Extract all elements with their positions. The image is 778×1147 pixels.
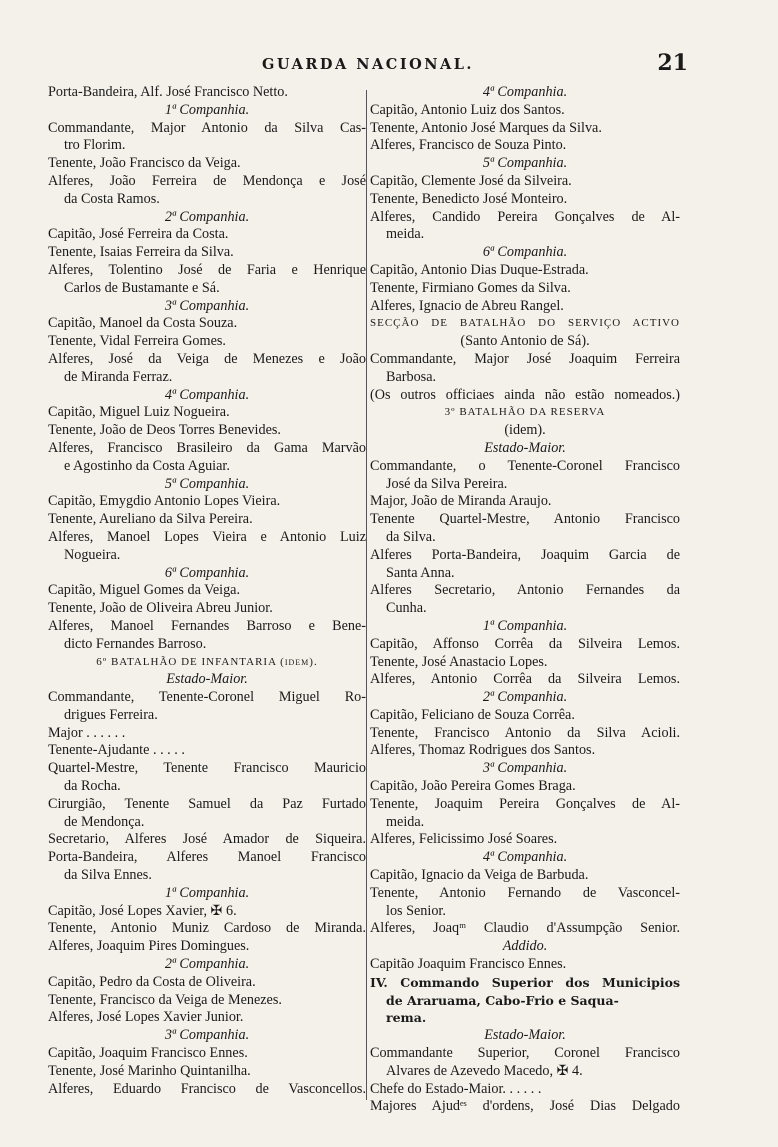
- text-line: Estado-Maior.: [484, 439, 566, 456]
- text-line: Tenente, João Francisco da Veiga.: [48, 155, 241, 172]
- text-line: 4ª Companhia.: [482, 84, 568, 100]
- text-line: drigues Ferreira.: [64, 706, 158, 723]
- text-line: Alferes, Candido Pereira Gonçalves de Al-: [370, 208, 680, 225]
- text-line: da Costa Ramos.: [64, 190, 160, 207]
- text-line: Capitão, Antonio Dias Duque-Estrada.: [370, 261, 589, 278]
- text-line: Capitão, Miguel Luiz Nogueira.: [48, 404, 230, 421]
- text-line: 4ª Companhia.: [164, 386, 250, 403]
- text-line: da Rocha.: [64, 778, 121, 795]
- text-line: 2ª Companhia.: [164, 208, 250, 225]
- text-line: de Araruama, Cabo-Frio e Saqua-: [386, 992, 619, 1008]
- text-line: Alferes, Francisco de Souza Pinto.: [370, 137, 567, 154]
- text-line: Secretario, Alferes José Amador de Siqueira.: [48, 831, 366, 848]
- text-line: Tenente, Antonio José Marques da Silva.: [370, 119, 602, 136]
- text-line: dicto Fernandes Barroso.: [64, 635, 207, 652]
- text-line: Estado-Maior.: [484, 1027, 566, 1044]
- text-line: Carlos de Bustamante e Sá.: [64, 279, 220, 296]
- text-line: Capitão, Antonio Luiz dos Santos.: [370, 101, 565, 118]
- text-line: Tenente, João de Deos Torres Benevides.: [48, 422, 281, 439]
- text-line: Barbosa.: [386, 368, 437, 385]
- text-line: (Os outros officiaes ainda não estão nomeados.): [370, 386, 680, 403]
- text-line: Tenente, Benedicto José Monteiro.: [370, 190, 568, 207]
- text-line: Porta-Bandeira, Alferes Manoel Francisco: [48, 849, 366, 866]
- text-line: Cirurgião, Tenente Samuel da Paz Furtado: [48, 795, 366, 812]
- text-line: Alferes, Manoel Fernandes Barroso e Bene-: [48, 617, 366, 634]
- text-line: 3ª Companhia.: [164, 1027, 250, 1044]
- text-line: Tenente, João de Oliveira Abreu Junior.: [48, 600, 273, 617]
- text-line: Alferes, Antonio Corrêa da Silveira Lemos.: [370, 671, 680, 688]
- text-line: Capitão, Miguel Gomes da Veiga.: [48, 582, 241, 599]
- text-line: Capitão, Ignacio da Veiga de Barbuda.: [370, 867, 589, 884]
- text-line: Capitão, José Ferreira da Costa.: [48, 226, 229, 243]
- text-line: Commandante, Tenente-Coronel Miguel Ro-: [48, 689, 366, 706]
- text-line: de Miranda Ferraz.: [64, 368, 173, 385]
- text-line: 6º BATALHÃO DE INFANTARIA (idem).: [96, 655, 318, 668]
- text-line: Capitão, Clemente José da Silveira.: [370, 172, 572, 189]
- text-line: Tenente, Antonio Fernando de Vasconcel-: [370, 884, 680, 901]
- text-line: 6ª Companhia.: [482, 244, 568, 261]
- text-line: e Agostinho da Costa Aguiar.: [64, 457, 230, 474]
- text-line: 5ª Companhia.: [164, 475, 250, 492]
- text-line: José da Silva Pereira.: [386, 475, 508, 492]
- text-line: Alferes Porta-Bandeira, Joaquim Garcia de: [370, 546, 680, 563]
- text-line: Tenente, José Anastacio Lopes.: [370, 653, 548, 670]
- text-line: Commandante, Major José Joaquim Ferreira: [370, 350, 680, 367]
- text-line: rema.: [386, 1010, 427, 1026]
- text-line: Alferes, Manoel Lopes Vieira e Antonio Luiz: [48, 528, 366, 545]
- text-line: Major, João de Miranda Araujo.: [370, 493, 552, 510]
- text-line: Tenente, Francisco da Veiga de Menezes.: [48, 991, 282, 1008]
- text-line: meida.: [386, 813, 425, 830]
- text-line: Alferes, Eduardo Francisco de Vasconcellos.: [48, 1080, 366, 1097]
- text-line: Alferes, Joaqᵐ Claudio d'Assumpção Senior.: [370, 920, 680, 937]
- text-line: Tenente, Francisco Antonio da Silva Acioli.: [370, 724, 680, 741]
- text-line: 1ª Companhia.: [164, 101, 250, 118]
- text-line: Alferes, Francisco Brasileiro da Gama Marvão: [48, 439, 366, 456]
- text-line: 3ª Companhia.: [164, 297, 250, 314]
- text-line: Tenente, Vidal Ferreira Gomes.: [48, 333, 226, 350]
- text-line: Tenente, José Marinho Quintanilha.: [48, 1062, 251, 1079]
- text-line: 4ª Companhia.: [482, 849, 568, 866]
- text-line: Cunha.: [386, 600, 427, 617]
- text-line: 6ª Companhia.: [164, 564, 250, 581]
- text-line: Porta-Bandeira, Alf. José Francisco Netto.: [48, 84, 288, 100]
- text-line: Capitão Joaquim Francisco Ennes.: [370, 956, 567, 973]
- text-line: Alferes, João Ferreira de Mendonça e José: [48, 172, 366, 189]
- text-line: Tenente, Isaias Ferreira da Silva.: [48, 244, 234, 261]
- text-line: Chefe do Estado-Maior. . . . . .: [370, 1080, 542, 1097]
- text-line: Tenente Quartel-Mestre, Antonio Francisco: [370, 511, 680, 528]
- text-line: Tenente, Joaquim Pereira Gonçalves de Al-: [370, 795, 680, 812]
- text-line: Alferes, Tolentino José de Faria e Henrique: [48, 261, 366, 278]
- text-line: Capitão, João Pereira Gomes Braga.: [370, 778, 576, 795]
- text-line: IV. Commando Superior dos Municipios: [370, 974, 680, 990]
- text-line: 3º BATALHÃO DA RESERVA: [444, 406, 606, 419]
- text-line: da Silva Ennes.: [64, 867, 152, 884]
- page-title: GUARDA NACIONAL.: [262, 56, 474, 73]
- text-line: Capitão, Feliciano de Souza Corrêa.: [370, 706, 575, 723]
- text-line: Alferes, José da Veiga de Menezes e João: [48, 350, 366, 367]
- text-line: Commandante Superior, Coronel Francisco: [370, 1045, 680, 1062]
- right-column: [370, 84, 680, 1116]
- text-line: (idem).: [504, 422, 546, 439]
- text-line: Commandante, Major Antonio da Silva Cas-: [48, 119, 366, 136]
- text-line: Alferes, José Lopes Xavier Junior.: [48, 1009, 244, 1026]
- text-line: da Silva.: [386, 528, 436, 545]
- text-line: Addido.: [502, 938, 548, 955]
- text-line: los Senior.: [386, 902, 446, 919]
- column-divider: [366, 90, 367, 1100]
- text-line: Majores Ajudᵉˢ d'ordens, José Dias Delgado: [370, 1098, 680, 1115]
- text-line: 2ª Companhia.: [164, 956, 250, 973]
- text-line: Quartel-Mestre, Tenente Francisco Mauricio: [48, 760, 366, 777]
- text-line: Santa Anna.: [386, 564, 455, 581]
- left-column: [48, 84, 366, 1098]
- text-line: Tenente-Ajudante . . . . .: [48, 742, 185, 759]
- text-line: Alferes Secretario, Antonio Fernandes da: [370, 582, 680, 599]
- text-line: 3ª Companhia.: [482, 760, 568, 777]
- text-line: SECÇÃO DE BATALHÃO DO SERVIÇO ACTIVO: [370, 317, 680, 330]
- text-line: Tenente, Antonio Muniz Cardoso de Miranda.: [48, 920, 366, 937]
- text-line: Alferes, Ignacio de Abreu Rangel.: [370, 297, 564, 314]
- text-line: Major . . . . . .: [48, 724, 126, 741]
- text-line: 5ª Companhia.: [482, 155, 568, 172]
- text-line: Tenente, Firmiano Gomes da Silva.: [370, 279, 571, 296]
- text-line: Alferes, Joaquim Pires Domingues.: [48, 938, 250, 955]
- text-line: Nogueira.: [64, 546, 121, 563]
- text-line: (Santo Antonio de Sá).: [460, 333, 590, 350]
- text-line: meida.: [386, 226, 425, 243]
- text-line: Capitão, Manoel da Costa Souza.: [48, 315, 238, 332]
- text-line: Alvares de Azevedo Macedo, ✠ 4.: [386, 1062, 583, 1079]
- text-line: Capitão, Pedro da Costa de Oliveira.: [48, 973, 256, 990]
- page-number: 21: [657, 50, 688, 76]
- text-line: Commandante, o Tenente-Coronel Francisco: [370, 457, 680, 474]
- text-line: Capitão, Emygdio Antonio Lopes Vieira.: [48, 493, 281, 510]
- text-line: de Mendonça.: [64, 813, 145, 830]
- page-header: [48, 50, 688, 80]
- text-line: Estado-Maior.: [166, 671, 248, 688]
- text-line: tro Florim.: [64, 137, 126, 154]
- text-line: 1ª Companhia.: [164, 884, 250, 901]
- text-line: Capitão, Affonso Corrêa da Silveira Lemos.: [370, 635, 680, 652]
- text-line: Capitão, Joaquim Francisco Ennes.: [48, 1045, 248, 1062]
- text-line: Tenente, Aureliano da Silva Pereira.: [48, 511, 253, 528]
- text-line: 2ª Companhia.: [482, 689, 568, 706]
- text-line: Alferes, Thomaz Rodrigues dos Santos.: [370, 742, 596, 759]
- text-line: Alferes, Felicissimo José Soares.: [370, 831, 558, 848]
- text-line: 1ª Companhia.: [482, 617, 568, 634]
- text-line: Capitão, José Lopes Xavier, ✠ 6.: [48, 902, 237, 919]
